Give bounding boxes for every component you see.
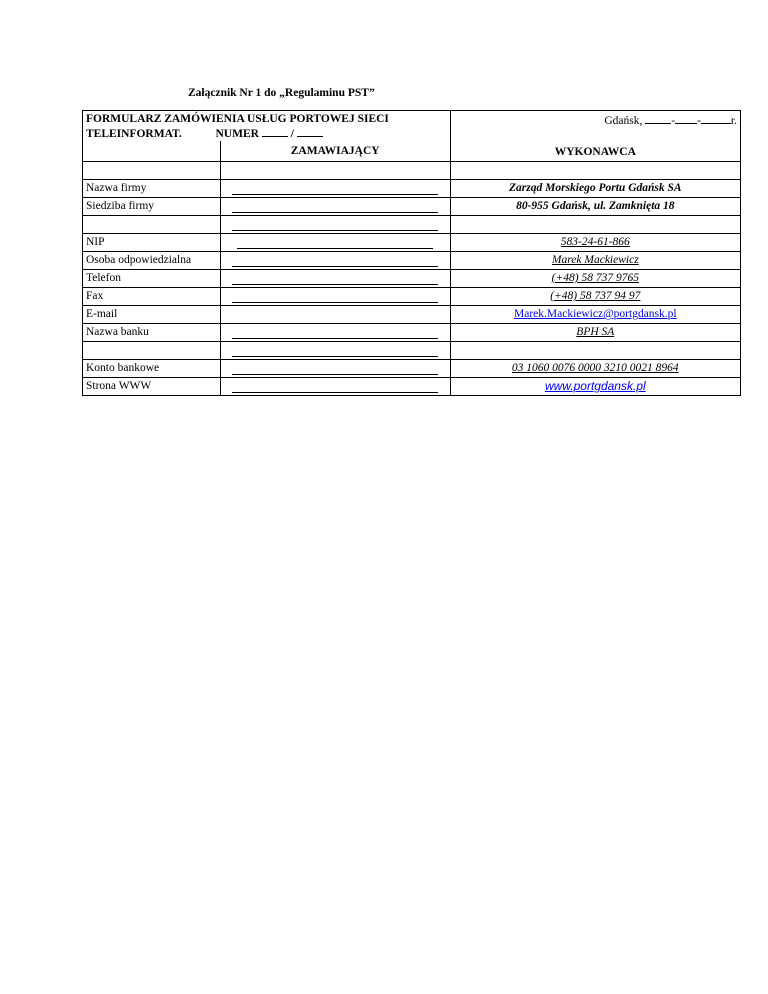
empty-cell (450, 342, 740, 360)
ordering-company-name-cell[interactable] (220, 180, 450, 198)
form-number-year-field[interactable] (297, 126, 323, 137)
field-label: Nazwa firmy (83, 180, 221, 198)
table-row (83, 360, 741, 378)
empty-cell (83, 216, 221, 234)
ordering-contact-line[interactable] (232, 255, 438, 267)
date-place: Gdańsk, (604, 115, 643, 127)
field-label: E-mail (83, 306, 221, 324)
ordering-contact-cell[interactable] (220, 252, 450, 270)
empty-cell (83, 342, 221, 360)
spacer-row (83, 162, 741, 180)
table-row (83, 270, 741, 288)
ordering-website-cell[interactable] (220, 378, 450, 396)
ordering-bank-line[interactable] (232, 327, 438, 339)
form-number-label: NUMER (215, 128, 259, 140)
order-form-table (82, 110, 741, 396)
ordering-email-cell[interactable] (220, 306, 450, 324)
form-header-row (83, 111, 741, 142)
table-row (83, 234, 741, 252)
table-row (83, 342, 741, 360)
contractor-bank-name: BPH SA (450, 324, 740, 342)
ordering-bank-cell[interactable] (220, 324, 450, 342)
empty-cell (83, 141, 221, 162)
contractor-contact-person: Marek Mackiewicz (450, 252, 740, 270)
date-suffix: r. (730, 115, 737, 127)
table-row (83, 198, 741, 216)
form-number-field[interactable] (262, 126, 288, 137)
field-label: Fax (83, 288, 221, 306)
contractor-website-link[interactable]: www.portgdansk.pl (450, 378, 740, 396)
date-day-field[interactable] (645, 113, 671, 124)
ordering-account-line[interactable] (232, 363, 438, 375)
ordering-company-seat-cell[interactable] (220, 198, 450, 216)
ordering-company-seat-cell-2[interactable] (220, 216, 450, 234)
contractor-nip: 583-24-61-866 (450, 234, 740, 252)
field-label: Strona WWW (83, 378, 221, 396)
empty-cell (450, 216, 740, 234)
contractor-email-link[interactable]: Marek.Mackiewicz@portgdansk.pl (450, 306, 740, 324)
form-number-separator: / (290, 128, 294, 140)
field-label: Konto bankowe (83, 360, 221, 378)
field-label: Telefon (83, 270, 221, 288)
ordering-account-cell[interactable] (220, 360, 450, 378)
date-separator: - (697, 115, 701, 127)
column-header-row (83, 141, 741, 162)
field-label: Siedziba firmy (83, 198, 221, 216)
ordering-company-seat-line[interactable] (232, 201, 438, 213)
table-row (83, 324, 741, 342)
ordering-bank-line-2[interactable] (232, 345, 438, 357)
ordering-party-header: ZAMAWIAJĄCY (220, 141, 450, 162)
ordering-fax-cell[interactable] (220, 288, 450, 306)
field-label: Nazwa banku (83, 324, 221, 342)
table-row (83, 378, 741, 396)
field-label: Osoba odpowiedzialna (83, 252, 221, 270)
table-row (83, 216, 741, 234)
ordering-nip-cell[interactable] (220, 234, 450, 252)
contractor-fax: (+48) 58 737 94 97 (450, 288, 740, 306)
date-separator: - (671, 115, 676, 127)
ordering-fax-line[interactable] (232, 291, 438, 303)
table-row (83, 306, 741, 324)
ordering-phone-line[interactable] (232, 273, 438, 285)
date-cell (450, 111, 740, 142)
form-title-line1: FORMULARZ ZAMÓWIENIA USŁUG PORTOWEJ SIECI (86, 113, 389, 125)
ordering-company-name-line[interactable] (232, 183, 438, 195)
date-year-field[interactable] (701, 113, 731, 124)
contractor-phone: (+48) 58 737 9765 (450, 270, 740, 288)
contractor-address: 80-955 Gdańsk, ul. Zamknięta 18 (450, 198, 740, 216)
field-label: NIP (83, 234, 221, 252)
contractor-company-name: Zarząd Morskiego Portu Gdańsk SA (450, 180, 740, 198)
table-row (83, 252, 741, 270)
form-title (83, 111, 451, 142)
ordering-bank-cell-2[interactable] (220, 342, 450, 360)
contractor-bank-account: 03 1060 0076 0000 3210 0021 8964 (450, 360, 740, 378)
attachment-title: Załącznik Nr 1 do „Regulaminu PST” (188, 87, 375, 99)
date-month-field[interactable] (675, 113, 697, 124)
table-row (83, 180, 741, 198)
ordering-nip-line[interactable] (237, 237, 433, 249)
ordering-company-seat-line-2[interactable] (232, 219, 438, 231)
table-row (83, 288, 741, 306)
form-title-teleinformat: TELEINFORMAT. (86, 128, 182, 140)
ordering-phone-cell[interactable] (220, 270, 450, 288)
contractor-header: WYKONAWCA (450, 141, 740, 162)
ordering-website-line[interactable] (232, 381, 438, 393)
form-title-line2 (86, 126, 447, 141)
